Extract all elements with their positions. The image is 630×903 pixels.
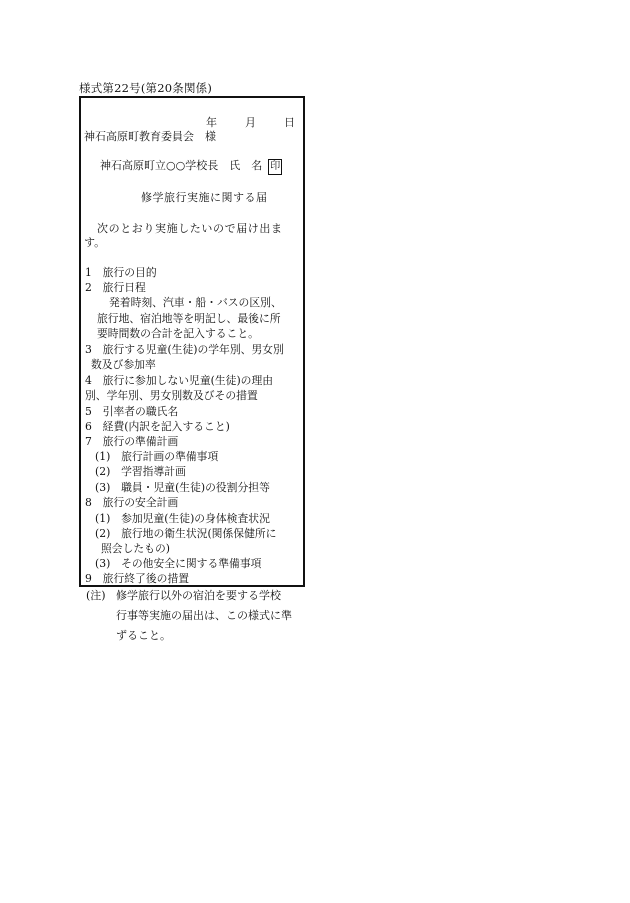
date-year: 年 [206,116,217,129]
item-8-1: (1) 参加児童(生徒)の身体検査状況 [95,512,270,525]
note-head: (注) [86,589,106,602]
note-line-3: ずること。 [116,629,171,642]
date-line [206,116,295,130]
form-box [79,96,305,587]
item-7: 7 旅行の準備計画 [85,435,179,448]
item-2-detail-1: 発着時刻、汽車・船・バスの区別、 [109,296,282,309]
item-4: 4 旅行に参加しない児童(生徒)の理由 [85,374,274,387]
item-9: 9 旅行終了後の措置 [85,572,190,585]
intro-line-2: す。 [84,236,106,249]
form-number-label: 様式第22号(第20条関係) [79,81,213,95]
item-1: 1 旅行の目的 [85,266,157,279]
item-4-cont: 別、学年別、男女別数及びその措置 [85,389,258,402]
item-8-2: (2) 旅行地の衛生状況(関係保健所に [95,527,277,540]
sender-text: 神石高原町立○○学校長 氏 名 [100,159,263,172]
item-8-2-cont: 照会したもの) [101,542,170,555]
item-8: 8 旅行の安全計画 [85,496,179,509]
item-2-detail-3: 要時間数の合計を記入すること。 [97,327,259,340]
item-7-2: (2) 学習指導計画 [95,465,186,478]
date-month: 月 [245,116,256,129]
seal-mark: 印 [268,159,282,175]
item-5: 5 引率者の職氏名 [85,405,179,418]
item-3: 3 旅行する児童(生徒)の学年別、男女別 [85,343,284,356]
note-line-1: 修学旅行以外の宿泊を要する学校 [116,589,281,602]
addressee: 神石高原町教育委員会 様 [84,130,216,143]
item-7-1: (1) 旅行計画の準備事項 [95,450,219,463]
item-3-cont: 数及び参加率 [91,358,156,371]
document-title: 修学旅行実施に関する届 [141,191,268,204]
item-6: 6 経費(内訳を記入すること) [85,420,230,433]
item-8-3: (3) その他安全に関する準備事項 [95,557,262,570]
sender-line [100,159,282,175]
note-body [116,586,304,646]
date-day: 日 [284,116,295,129]
item-2-detail-2: 旅行地、宿泊地等を明記し、最後に所 [97,312,281,325]
intro-line-1: 次のとおり実施したいので届け出ま [97,222,283,235]
item-7-3: (3) 職員・児童(生徒)の役割分担等 [95,481,270,494]
item-2: 2 旅行日程 [85,281,146,294]
note-line-2: 行事等実施の届出は、この様式に準 [116,609,292,622]
